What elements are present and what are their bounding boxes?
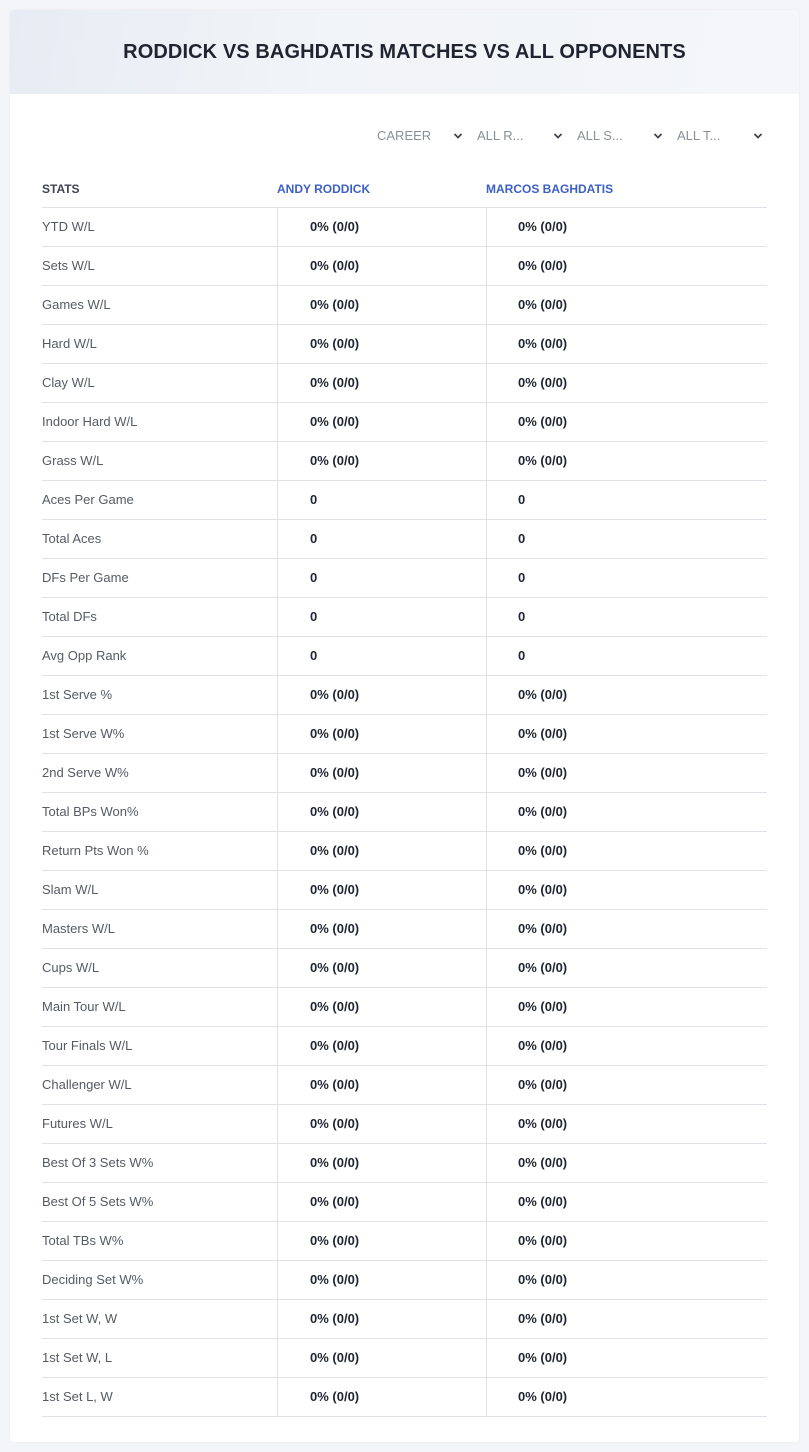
card-header (10, 10, 799, 94)
table-row (42, 208, 767, 247)
table-row (42, 598, 767, 637)
player1-cell (277, 1222, 278, 1260)
player1-cell (277, 403, 278, 441)
table-row (42, 871, 767, 910)
player1-cell (277, 988, 278, 1026)
stat-label: Avg Opp Rank (42, 648, 127, 663)
player2-stat-value: 0% (0/0) (518, 804, 568, 819)
table-row (42, 481, 767, 520)
stat-label: 1st Set W, W (42, 1311, 118, 1326)
stats-card (10, 10, 799, 1442)
table-row (42, 1027, 767, 1066)
player1-stat-value: 0% (0/0) (310, 1116, 360, 1131)
player1-stat-value: 0% (0/0) (310, 804, 360, 819)
player2-stat-value: 0% (0/0) (518, 921, 568, 936)
player1-cell (277, 1105, 278, 1143)
table-row (42, 949, 767, 988)
table-row (42, 1300, 767, 1339)
player1-stat-value: 0% (0/0) (310, 1077, 360, 1092)
stat-label: Best Of 5 Sets W% (42, 1194, 154, 1209)
stat-label: DFs Per Game (42, 570, 129, 585)
player2-stat-value: 0% (0/0) (518, 453, 568, 468)
player1-cell (277, 598, 278, 636)
player2-cell (486, 208, 487, 246)
player2-stat-value: 0 (518, 531, 526, 546)
player2-stat-value: 0% (0/0) (518, 882, 568, 897)
player1-stat-value: 0% (0/0) (310, 453, 360, 468)
player2-stat-value: 0% (0/0) (518, 1311, 568, 1326)
stat-label: Indoor Hard W/L (42, 414, 138, 429)
player1-stat-value: 0% (0/0) (310, 921, 360, 936)
player1-cell (277, 325, 278, 363)
player1-stat-value: 0% (0/0) (310, 1194, 360, 1209)
filter-bar (367, 126, 767, 146)
table-row (42, 325, 767, 364)
stat-label: YTD W/L (42, 219, 95, 234)
surface-filter-label: ALL S... (577, 128, 623, 143)
player1-cell (277, 949, 278, 987)
player2-cell (486, 598, 487, 636)
player1-stat-value: 0 (310, 570, 318, 585)
player1-cell (277, 1066, 278, 1104)
player2-cell (486, 1144, 487, 1182)
surface-filter-select[interactable] (567, 126, 667, 146)
player2-cell (486, 1378, 487, 1416)
stat-label: Return Pts Won % (42, 843, 149, 858)
stat-label: 1st Set W, L (42, 1350, 113, 1365)
player2-cell (486, 715, 487, 753)
table-header (42, 170, 767, 208)
player1-stat-value: 0% (0/0) (310, 1311, 360, 1326)
table-row (42, 988, 767, 1027)
player1-stat-value: 0 (310, 531, 318, 546)
player1-stat-value: 0% (0/0) (310, 1389, 360, 1404)
player2-stat-value: 0% (0/0) (518, 765, 568, 780)
player1-cell (277, 520, 278, 558)
player2-cell (486, 949, 487, 987)
table-row (42, 793, 767, 832)
player1-cell (277, 1339, 278, 1377)
table-row (42, 247, 767, 286)
player2-cell (486, 1222, 487, 1260)
table-row (42, 1261, 767, 1300)
player2-cell (486, 325, 487, 363)
player1-stat-value: 0% (0/0) (310, 375, 360, 390)
player2-stat-value: 0% (0/0) (518, 258, 568, 273)
player1-stat-value: 0% (0/0) (310, 1272, 360, 1287)
player2-stat-value: 0% (0/0) (518, 1272, 568, 1287)
player1-cell (277, 754, 278, 792)
table-row (42, 754, 767, 793)
player2-cell (486, 364, 487, 402)
player2-cell (486, 754, 487, 792)
period-filter-label: CAREER (377, 128, 432, 143)
table-row (42, 637, 767, 676)
player1-cell (277, 1027, 278, 1065)
chevron-down-icon (453, 131, 463, 141)
stat-label: Tour Finals W/L (42, 1038, 133, 1053)
stat-label: Hard W/L (42, 336, 97, 351)
player2-stat-value: 0% (0/0) (518, 843, 568, 858)
player2-cell (486, 1183, 487, 1221)
player2-cell (486, 637, 487, 675)
player1-cell (277, 715, 278, 753)
player2-cell (486, 988, 487, 1026)
stat-label: Cups W/L (42, 960, 100, 975)
player1-stat-value: 0% (0/0) (310, 1233, 360, 1248)
player2-cell (486, 1027, 487, 1065)
stat-label: Slam W/L (42, 882, 99, 897)
table-row (42, 1066, 767, 1105)
player2-cell (486, 286, 487, 324)
player1-stat-value: 0% (0/0) (310, 297, 360, 312)
stat-label: 1st Set L, W (42, 1389, 113, 1404)
player2-stat-value: 0 (518, 570, 526, 585)
player2-cell (486, 403, 487, 441)
player1-stat-value: 0% (0/0) (310, 336, 360, 351)
stat-label: Total TBs W% (42, 1233, 124, 1248)
table-row (42, 1105, 767, 1144)
player1-cell (277, 676, 278, 714)
stat-label: Deciding Set W% (42, 1272, 144, 1287)
stat-label: Total Aces (42, 531, 102, 546)
player1-cell (277, 1183, 278, 1221)
player1-stat-value: 0% (0/0) (310, 843, 360, 858)
chevron-down-icon (753, 131, 763, 141)
player1-stat-value: 0% (0/0) (310, 882, 360, 897)
player1-stat-value: 0 (310, 648, 318, 663)
tournament-filter-select[interactable] (667, 126, 767, 146)
player2-stat-value: 0% (0/0) (518, 219, 568, 234)
player1-stat-value: 0% (0/0) (310, 1350, 360, 1365)
table-row (42, 442, 767, 481)
stat-label: Challenger W/L (42, 1077, 132, 1092)
table-row (42, 559, 767, 598)
player1-stat-value: 0% (0/0) (310, 726, 360, 741)
player2-stat-value: 0% (0/0) (518, 414, 568, 429)
period-filter-select[interactable] (367, 126, 467, 146)
round-filter-label: ALL R... (477, 128, 524, 143)
player1-stat-value: 0 (310, 492, 318, 507)
tournament-filter-label: ALL T... (677, 128, 721, 143)
stat-label: Best Of 3 Sets W% (42, 1155, 154, 1170)
stat-label: Main Tour W/L (42, 999, 126, 1014)
table-row (42, 1339, 767, 1378)
player1-stat-value: 0 (310, 609, 318, 624)
player1-stat-value: 0% (0/0) (310, 687, 360, 702)
player2-stat-value: 0% (0/0) (518, 297, 568, 312)
player1-cell (277, 637, 278, 675)
player1-cell (277, 1261, 278, 1299)
player1-cell (277, 1144, 278, 1182)
player2-stat-value: 0 (518, 492, 526, 507)
player1-cell (277, 793, 278, 831)
player2-stat-value: 0% (0/0) (518, 1389, 568, 1404)
player1-stat-value: 0% (0/0) (310, 414, 360, 429)
stats-table (42, 170, 767, 1417)
player1-stat-value: 0% (0/0) (310, 960, 360, 975)
player1-cell (277, 442, 278, 480)
player2-cell (486, 871, 487, 909)
player1-cell (277, 286, 278, 324)
player1-stat-value: 0% (0/0) (310, 999, 360, 1014)
stat-label: Grass W/L (42, 453, 104, 468)
stat-label: Total DFs (42, 609, 97, 624)
player2-stat-value: 0% (0/0) (518, 375, 568, 390)
player1-cell (277, 1378, 278, 1416)
player2-stat-value: 0% (0/0) (518, 1233, 568, 1248)
player1-column-header[interactable]: ANDY RODDICK (277, 182, 371, 196)
stat-label: Games W/L (42, 297, 111, 312)
player1-cell (277, 208, 278, 246)
player1-cell (277, 247, 278, 285)
table-row (42, 1378, 767, 1417)
table-row (42, 910, 767, 949)
player2-cell (486, 1300, 487, 1338)
round-filter-select[interactable] (467, 126, 567, 146)
stat-label: Aces Per Game (42, 492, 134, 507)
table-row (42, 403, 767, 442)
stat-label: 1st Serve W% (42, 726, 125, 741)
player2-stat-value: 0 (518, 609, 526, 624)
player1-cell (277, 1300, 278, 1338)
stat-label: Masters W/L (42, 921, 115, 936)
stat-label: Total BPs Won% (42, 804, 139, 819)
table-row (42, 364, 767, 403)
stat-label: Clay W/L (42, 375, 95, 390)
player2-cell (486, 442, 487, 480)
player1-cell (277, 910, 278, 948)
player2-stat-value: 0% (0/0) (518, 336, 568, 351)
table-row (42, 715, 767, 754)
player1-cell (277, 481, 278, 519)
table-row (42, 1222, 767, 1261)
stat-label: 1st Serve % (42, 687, 113, 702)
stat-label: 2nd Serve W% (42, 765, 129, 780)
player1-stat-value: 0% (0/0) (310, 765, 360, 780)
player2-stat-value: 0% (0/0) (518, 1350, 568, 1365)
player2-cell (486, 1105, 487, 1143)
player2-stat-value: 0% (0/0) (518, 999, 568, 1014)
player2-stat-value: 0% (0/0) (518, 1077, 568, 1092)
player2-cell (486, 247, 487, 285)
table-body (42, 208, 767, 1417)
player2-stat-value: 0% (0/0) (518, 1155, 568, 1170)
player2-stat-value: 0% (0/0) (518, 1116, 568, 1131)
table-row (42, 286, 767, 325)
player1-stat-value: 0% (0/0) (310, 1155, 360, 1170)
stat-label: Futures W/L (42, 1116, 113, 1131)
player1-cell (277, 559, 278, 597)
player1-cell (277, 871, 278, 909)
player2-cell (486, 793, 487, 831)
player2-column-header[interactable]: MARCOS BAGHDATIS (486, 182, 614, 196)
table-row (42, 832, 767, 871)
page-title: RODDICK VS BAGHDATIS MATCHES VS ALL OPPONENTS (123, 40, 686, 63)
player1-stat-value: 0% (0/0) (310, 1038, 360, 1053)
chevron-down-icon (553, 131, 563, 141)
player2-cell (486, 1066, 487, 1104)
table-row (42, 1183, 767, 1222)
player1-stat-value: 0% (0/0) (310, 258, 360, 273)
player2-cell (486, 1339, 487, 1377)
player2-stat-value: 0% (0/0) (518, 960, 568, 975)
player2-cell (486, 559, 487, 597)
table-row (42, 520, 767, 559)
player2-cell (486, 910, 487, 948)
player1-cell (277, 364, 278, 402)
player2-stat-value: 0 (518, 648, 526, 663)
player2-cell (486, 676, 487, 714)
player2-cell (486, 1261, 487, 1299)
player1-cell (277, 832, 278, 870)
player2-stat-value: 0% (0/0) (518, 687, 568, 702)
chevron-down-icon (653, 131, 663, 141)
player2-cell (486, 520, 487, 558)
player2-stat-value: 0% (0/0) (518, 726, 568, 741)
stats-column-header: STATS (42, 182, 80, 196)
player2-stat-value: 0% (0/0) (518, 1194, 568, 1209)
table-row (42, 1144, 767, 1183)
player2-cell (486, 481, 487, 519)
player2-cell (486, 832, 487, 870)
stat-label: Sets W/L (42, 258, 95, 273)
player2-stat-value: 0% (0/0) (518, 1038, 568, 1053)
player1-stat-value: 0% (0/0) (310, 219, 360, 234)
table-row (42, 676, 767, 715)
